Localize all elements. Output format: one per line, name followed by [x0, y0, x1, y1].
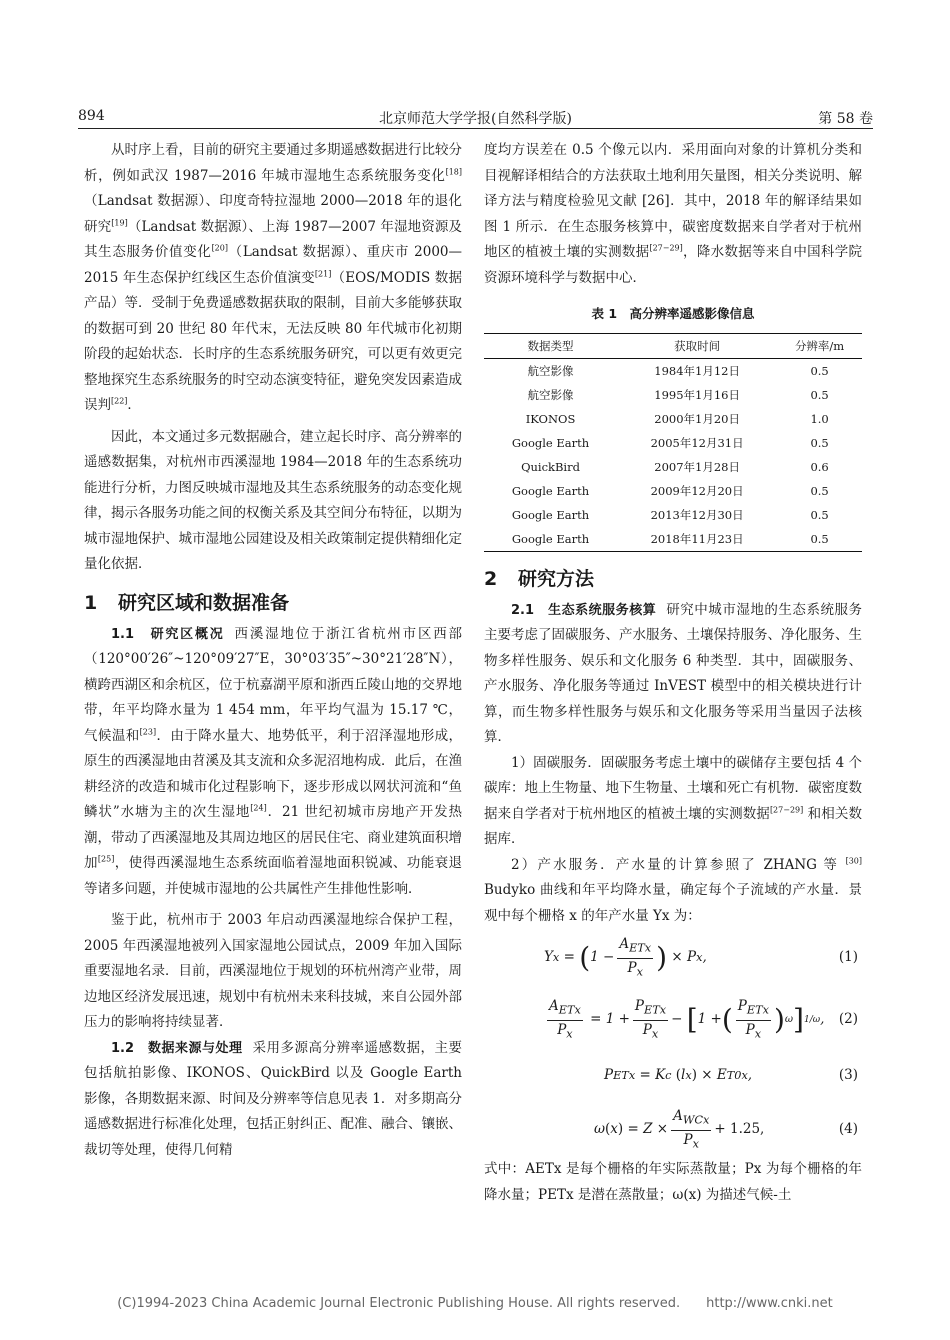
table-header-row [484, 333, 862, 358]
paragraph-protection: 鉴于此，杭州市于 2003 年启动西溪湿地综合保护工程，2005 年西溪湿地被列入国家湿地公园试点，2009 年加入国际重要湿地名录．目前，西溪湿地位于规划的环杭州湾产业带，周边地区经济发展迅速，规划中有杭州未来科技城，来自公园外部压力的影响将持续显著． [84, 912, 462, 1030]
equation-2: $\frac{A_{ETx}}{P_x}$ = 1 + $\frac{P_{ETx}}{P_x}$ − [ 1 + ( $\frac{P_{ETx}}{P_x}$ ) ω ] 1/ω , (2) [484, 997, 862, 1043]
subsection-heading-2-1: 2.1 生态系统服务核算 [511, 602, 657, 618]
table-caption: 表 1 高分辨率遥感影像信息 [591, 306, 755, 321]
table-row: Google Earth 2009年12月20日 0.5 [511, 483, 829, 498]
equation-number: (2) [838, 1011, 858, 1028]
citation[interactable]: [21] [314, 269, 332, 278]
table-row: Google Earth 2013年12月30日 0.5 [511, 507, 829, 522]
paragraph-study-area: 1.1 研究区概况 西溪湿地位于浙江省杭州市区西部（120°00′26″~120°09′27″E，30°03′35″~30°21′28″N），横跨西湖区和余杭区，位于杭嘉湖平原和浙西丘陵山地的交界地带，年平均降水量为 1 454 mm，年平均气温为 15.17 ℃，气候温和[23]．由于降水量大、地势低平，利于沼泽湿地形成，原生的西溪湿地由苕溪及其支流和众多泥沼地构成．此后，在渔耕经济的改造和城市化过程影响下，逐步形成以网状河流和“鱼鳞状”水塘为主的次生湿地[24]．21 世纪初城市房地产开发热潮，带动了西溪湿地及其周边地区的居民住宅、商业建筑面积增加[25]，使得西溪湿地生态系统面临着湿地面积锐减、功能衰退等诸多问题，并使城市湿地的公共属性产生排他性影响． [84, 625, 463, 897]
citation[interactable]: [23] [139, 727, 157, 736]
paragraph-aims: 因此，本文通过多元数据融合，建立起长时序、高分辨率的遥感数据集，对杭州市西溪湿地 1984—2018 年的生态系统功能进行分析，力图反映城市湿地及其生态系统服务的动态变化规律，揭示各服务功能之间的权衡关系及其空间分布特征，以期为城市湿地保护、城市湿地公园建设及相关政策制定提供精细化定量化依据． [84, 428, 462, 572]
table-row: IKONOS 2000年1月20日 1.0 [525, 411, 829, 426]
table-row: QuickBird 2007年1月28日 0.6 [521, 459, 829, 474]
volume-number: 第 58 卷 [818, 111, 873, 127]
table-row: Google Earth 2005年12月31日 0.5 [511, 435, 829, 450]
citation[interactable]: [27−29] [769, 805, 804, 814]
table-row: 航空影像 1984年1月12日 0.5 [527, 363, 829, 378]
equation-4: ω ( x ) = Z × $\frac{A_{WCx}}{P_x}$ + 1.25, (4) [484, 1107, 862, 1153]
citation[interactable]: [27−29] [649, 243, 683, 253]
equation-1: Y x = ( 1 − $\frac{A_{ETx}}{P_x}$ ) × P x , (1) [484, 935, 862, 981]
citation[interactable]: [24] [250, 803, 267, 813]
table-header: 分辨率/m [794, 338, 845, 353]
table-row: Google Earth 2018年11月23日 0.5 [484, 527, 862, 552]
subsection-heading-1-2: 1.2 数据来源与处理 [111, 1040, 243, 1056]
left-column [84, 138, 462, 1163]
equation-number: (4) [838, 1121, 858, 1138]
equation-number: (3) [838, 1067, 858, 1084]
table-row: 航空影像 1995年1月16日 0.5 [527, 387, 829, 402]
section-heading-1: 1 研究区域和数据准备 [84, 591, 290, 614]
citation[interactable]: [18] [445, 167, 462, 176]
journal-title: 北京师范大学学报(自然科学版) [379, 111, 572, 127]
running-header [78, 108, 873, 130]
citation[interactable]: [20] [211, 243, 228, 253]
citation[interactable]: [22] [111, 396, 128, 406]
paragraph-data-continued: 度均方误差在 0.5 个像元以内．采用面向对象的计算机分类和目视解译相结合的方法获取土地利用矢量图，相关分类说明、解译方法与精度检验见文献 [26]．其中，2018 年的解译结果如图 1 所示．在生态服务核算中，碳密度数据来自学者对于杭州地区的植被土壤的实测数据[27−29]，降水数据等来自中国科学院资源环境科学与数据中心． [484, 142, 863, 286]
paragraph-definitions: 式中：AETx 是每个栅格的年实际蒸散量；Px 为每个栅格的年降水量；PETx 是潜在蒸散量；ω(x) 为描述气候-土 [484, 1161, 862, 1203]
copyright-footer: (C)1994-2023 China Academic Journal Electronic Publishing House. All rights reserved. http://www.cnki.net [117, 1296, 833, 1311]
table-header: 获取时间 [674, 338, 721, 353]
equation-3: P ETx = K c ( l x ) × E T0x , (3) [484, 1053, 862, 1099]
section-heading-2: 2 研究方法 [484, 567, 595, 590]
paragraph-services: 2.1 生态系统服务核算 研究中城市湿地的生态系统服务主要考虑了固碳服务、产水服务、土壤保持服务、净化服务、生物多样性服务、娱乐和文化服务 6 种类型．其中，固碳服务、产水服务、净化服务等通过 InVEST 模型中的相关模块进行计算，而生物多样性服务与娱乐和文化服务等采用当量因子法核算． [484, 601, 862, 745]
right-column [484, 138, 862, 1208]
paragraph-timeseries: 从时序上看，目前的研究主要通过多期遥感数据进行比较分析，例如武汉 1987—2016 年城市湿地生态系统服务变化[18]（Landsat 数据源）、印度奇特拉湿地 2000—2018 年的退化研究[19]（Landsat 数据源）、上海 1987—2007 年湿地资源及其生态服务价值变化[20]（Landsat 数据源）、重庆市 2000—2015 年生态保护红线区生态价值演变[21]（EOS/MODIS 数据产品）等．受制于免费遥感数据获取的限制，目前大多能够获取的数据可到 20 世纪 80 年代末，无法反映 80 年代城市化初期阶段的起始状态．长时序的生态系统服务研究，可以更有效更完整地探究生态系统服务的时空动态演变特征，避免突发因素造成误判[22]． [84, 142, 462, 413]
citation[interactable]: [25] [97, 854, 115, 864]
paragraph-carbon: 1）固碳服务．固碳服务考虑土壤中的碳储存主要包括 4 个碳库：地上生物量、地下生物量、土壤和死亡有机物．碳密度数据来自学者对于杭州地区的植被土壤的实测数据[27−29] 和相关数据库． [484, 754, 863, 847]
citation[interactable]: [30] [845, 856, 862, 865]
table-header: 数据类型 [527, 338, 574, 353]
paragraph-water-yield: 2）产水服务．产水量的计算参照了 ZHANG 等 [30] Budyko 曲线和年平均降水量，确定每个子流域的产水量．景观中每个栅格 x 的年产水量 Yx 为： [484, 856, 862, 924]
paragraph-data-source: 1.2 数据来源与处理 采用多源高分辨率遥感数据，主要包括航拍影像、IKONOS、QuickBird 以及 Google Earth 影像，各期数据来源、时间及分辨率等信息见表 1．对多期高分遥感数据进行标准化处理，包括正射纠正、配准、融合、镶嵌、裁切等处理，使得几何精 [84, 1039, 463, 1158]
header-rule [78, 128, 873, 129]
equation-number: (1) [838, 949, 858, 966]
citation[interactable]: [19] [111, 218, 128, 227]
page-number: 894 [78, 108, 105, 124]
imagery-table [484, 333, 862, 552]
subsection-heading-1-1: 1.1 研究区概况 [111, 626, 225, 642]
